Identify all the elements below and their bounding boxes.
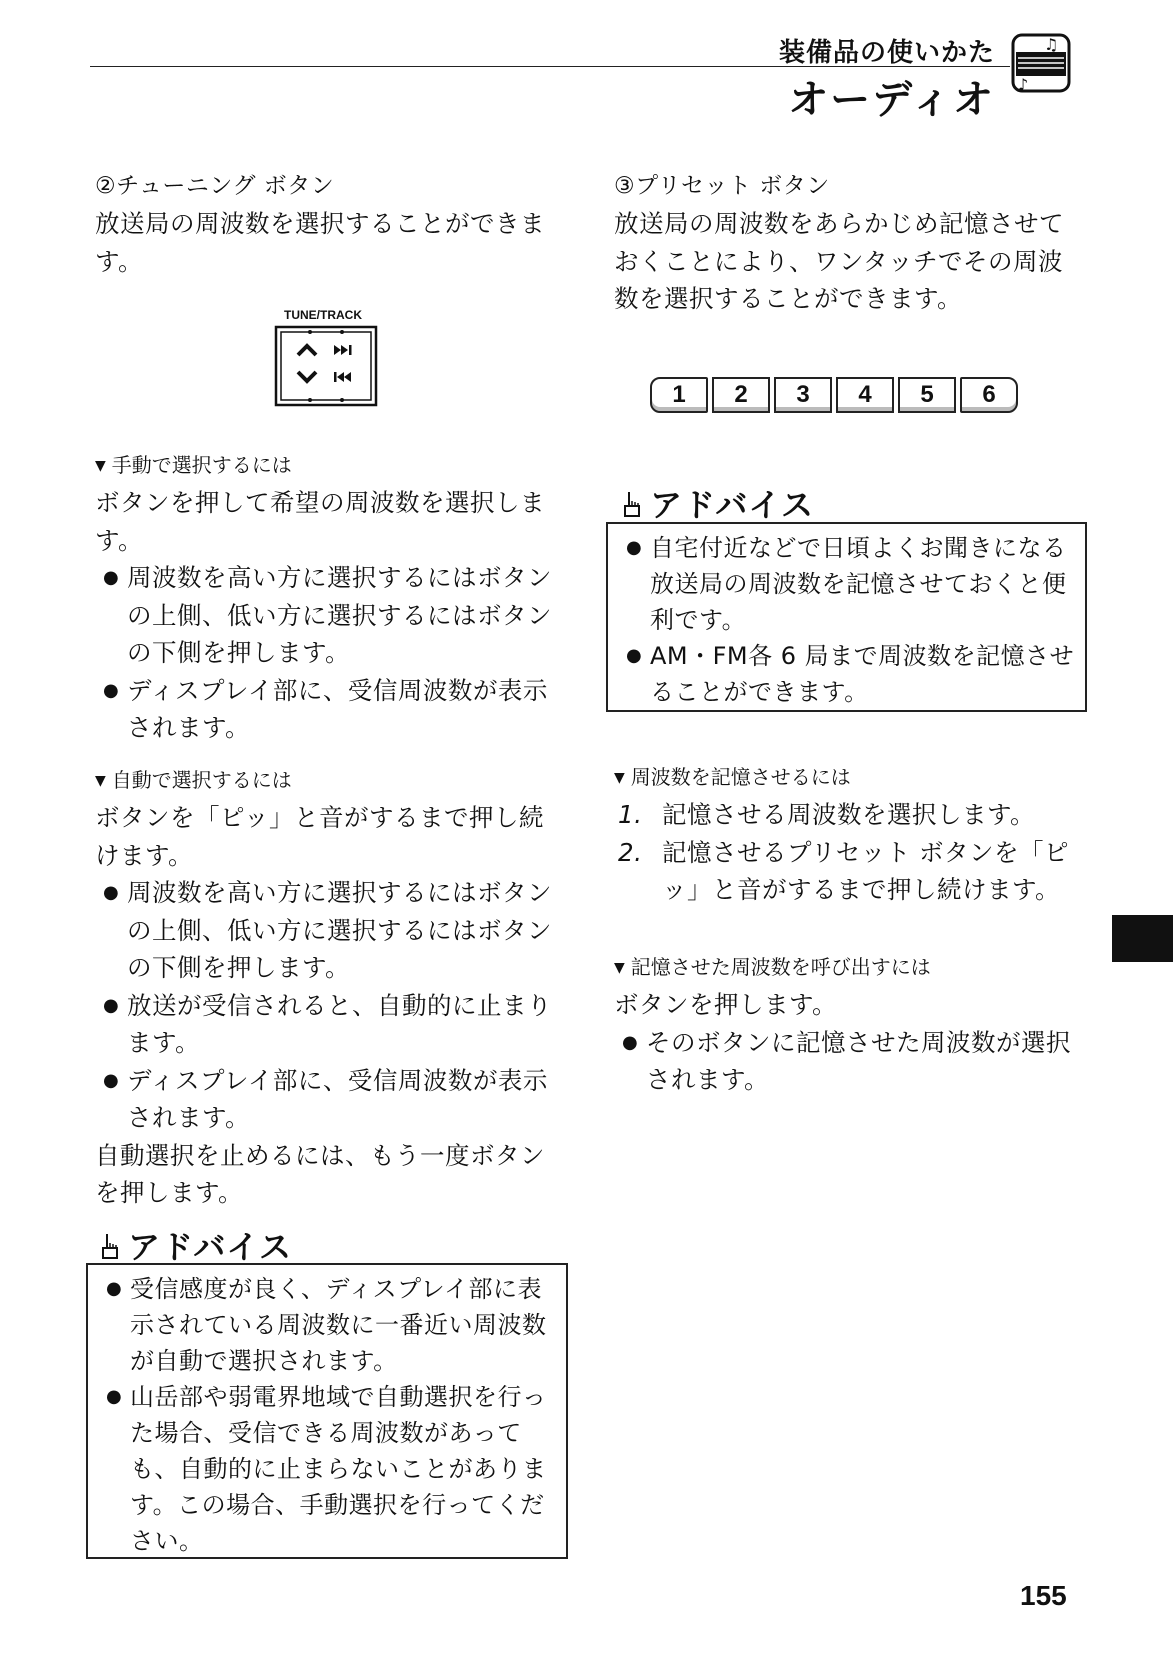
preset-buttons <box>650 377 1022 417</box>
step-number: 1. <box>618 800 643 829</box>
auto-stop-line: を押します。 <box>95 1178 244 1207</box>
manual-bullet-2 <box>95 672 565 747</box>
step-number: 2. <box>618 837 643 867</box>
advice-bullet-1 <box>98 1271 560 1379</box>
tune-track-button-illustration <box>274 325 378 407</box>
recall-frequency-title-text: 記憶させた周波数を呼び出すには <box>630 955 931 979</box>
bullet-line: た場合、受信できる周波数があって <box>130 1419 522 1447</box>
tuning-button-heading: ②チューニング ボタン <box>95 173 335 199</box>
manual-select-title-text: 手動で選択するには <box>111 453 292 477</box>
tuning-intro <box>95 205 545 280</box>
bullet-line: さい。 <box>130 1527 204 1555</box>
intro-line: 放送局の周波数を選択することができま <box>95 209 545 238</box>
music-notes-icon <box>1010 32 1072 94</box>
manual-select-section <box>95 484 565 747</box>
bullet-line: の下側を押します。 <box>127 953 351 982</box>
preset-button-2[interactable]: 2 <box>712 377 770 413</box>
bullet-dot: ● <box>103 679 120 701</box>
store-frequency-title: ▼ 周波数を記憶させるには <box>614 765 851 789</box>
bullet-line: が自動で選択されます。 <box>130 1347 398 1375</box>
bullet-line: そのボタンに記憶させた周波数が選択 <box>646 1027 1071 1057</box>
intro-line: 放送局の周波数をあらかじめ記憶させて <box>614 209 1064 238</box>
bullet-dot: ● <box>103 567 120 588</box>
bullet-dot: ● <box>626 537 643 558</box>
chapter-tab <box>1112 915 1173 962</box>
bullet-line: ディスプレイ部に、受信周波数が表示 <box>127 1065 548 1095</box>
bullet-dot: ● <box>103 1069 120 1091</box>
bullet-line: の上側、低い方に選択するにはボタン <box>127 915 552 945</box>
bullet-dot: ● <box>103 994 120 1016</box>
pointing-hand-icon <box>622 490 644 520</box>
auto-bullet-1 <box>95 874 565 987</box>
recall-frequency-title: ▼ 記憶させた周波数を呼び出すには <box>614 955 931 979</box>
intro-line: おくことにより、ワンタッチでその周波 <box>614 246 1064 276</box>
bullet-line: されます。 <box>127 713 251 742</box>
manual-text-line: す。 <box>95 525 144 555</box>
store-frequency-title-text: 周波数を記憶させるには <box>630 765 851 789</box>
advice-box-right <box>606 522 1087 712</box>
preset-button-6[interactable]: 6 <box>960 377 1018 413</box>
advice-bullet-1 <box>618 530 1079 638</box>
auto-bullet-2 <box>95 987 565 1062</box>
section-title: 装備品の使いかた <box>778 38 995 68</box>
advice-title-left <box>100 1222 292 1268</box>
header-rule <box>90 66 1010 67</box>
auto-select-section <box>95 799 565 1212</box>
auto-select-title: ▼ 自動で選択するには <box>95 768 292 792</box>
bullet-line: ることができます。 <box>650 678 869 706</box>
auto-select-title-text: 自動で選択するには <box>111 768 292 792</box>
bullet-line: 放送局の周波数を記憶させておくと便 <box>650 570 1067 598</box>
bullet-line: ディスプレイ部に、受信周波数が表示 <box>127 675 548 705</box>
bullet-line: す。この場合、手動選択を行ってくだ <box>130 1491 545 1519</box>
bullet-line: 周波数を高い方に選択するにはボタン <box>127 563 552 592</box>
manual-select-title: ▼ 手動で選択するには <box>95 453 292 477</box>
store-step-2 <box>614 834 1084 909</box>
auto-text-line: けます。 <box>95 840 194 870</box>
bullet-line: 周波数を高い方に選択するにはボタン <box>127 878 552 907</box>
bullet-line: AM・FM各 6 局まで周波数を記憶させ <box>650 642 1075 670</box>
bullet-dot: ● <box>106 1278 123 1299</box>
svg-text:♪: ♪ <box>1018 75 1029 94</box>
advice-title-right <box>622 480 814 526</box>
preset-button-3[interactable]: 3 <box>774 377 832 413</box>
preset-button-heading: ③プリセット ボタン <box>614 173 830 199</box>
manual-bullet-1 <box>95 559 565 672</box>
bullet-line: の上側、低い方に選択するにはボタン <box>127 600 552 630</box>
svg-text:♫: ♫ <box>1044 35 1059 54</box>
bullet-line: の下側を押します。 <box>127 638 351 667</box>
bullet-line: 放送が受信されると、自動的に止まり <box>127 990 552 1020</box>
bullet-dot: ● <box>106 1386 123 1407</box>
preset-button-4[interactable]: 4 <box>836 377 894 413</box>
page-title: オーディオ <box>788 77 995 123</box>
intro-line: 数を選択することができます。 <box>614 284 963 313</box>
advice-title-text: アドバイス <box>128 1228 293 1266</box>
auto-bullet-3 <box>95 1062 565 1137</box>
bullet-line: ます。 <box>127 1028 201 1057</box>
auto-text-line: ボタンを「ピッ」と音がするまで押し続 <box>95 803 545 832</box>
advice-box-left <box>86 1263 568 1559</box>
preset-intro <box>614 205 1064 318</box>
bullet-line: されます。 <box>646 1065 770 1094</box>
bullet-line: 利です。 <box>650 606 747 634</box>
bullet-line: も、自動的に止まらないことがありま <box>130 1455 547 1483</box>
advice-bullet-2 <box>98 1379 560 1559</box>
preset-button-1[interactable]: 1 <box>650 377 708 413</box>
bullet-line: 山岳部や弱電界地域で自動選択を行っ <box>130 1383 547 1411</box>
bullet-line: 示されている周波数に一番近い周波数 <box>130 1311 547 1339</box>
store-frequency-steps <box>614 796 1084 909</box>
recall-bullet-1 <box>614 1024 1084 1099</box>
store-step-1 <box>614 796 1084 834</box>
manual-text-line: ボタンを押して希望の周波数を選択しま <box>95 488 545 517</box>
bullet-line: 受信感度が良く、ディスプレイ部に表 <box>130 1275 542 1303</box>
auto-stop-line: 自動選択を止めるには、もう一度ボタン <box>95 1140 545 1170</box>
bullet-dot: ● <box>626 645 643 666</box>
advice-bullet-2 <box>618 638 1079 710</box>
pointing-hand-icon <box>100 1232 122 1262</box>
bullet-line: されます。 <box>127 1103 251 1132</box>
recall-frequency-section <box>614 986 1084 1099</box>
step-line: 記憶させるプリセット ボタンを「ピ <box>662 837 1070 867</box>
preset-button-5[interactable]: 5 <box>898 377 956 413</box>
bullet-line: 自宅付近などで日頃よくお聞きになる <box>650 534 1067 562</box>
intro-line: す。 <box>95 246 144 276</box>
step-line: ッ」と音がするまで押し続けます。 <box>662 875 1061 904</box>
bullet-dot: ● <box>103 882 120 903</box>
step-line: 記憶させる周波数を選択します。 <box>662 800 1036 829</box>
page-number: 155 <box>1020 1580 1067 1611</box>
bullet-dot: ● <box>622 1031 639 1053</box>
advice-title-text: アドバイス <box>650 486 815 524</box>
tune-track-label: TUNE/TRACK <box>284 308 362 322</box>
recall-text: ボタンを押します。 <box>614 990 838 1019</box>
